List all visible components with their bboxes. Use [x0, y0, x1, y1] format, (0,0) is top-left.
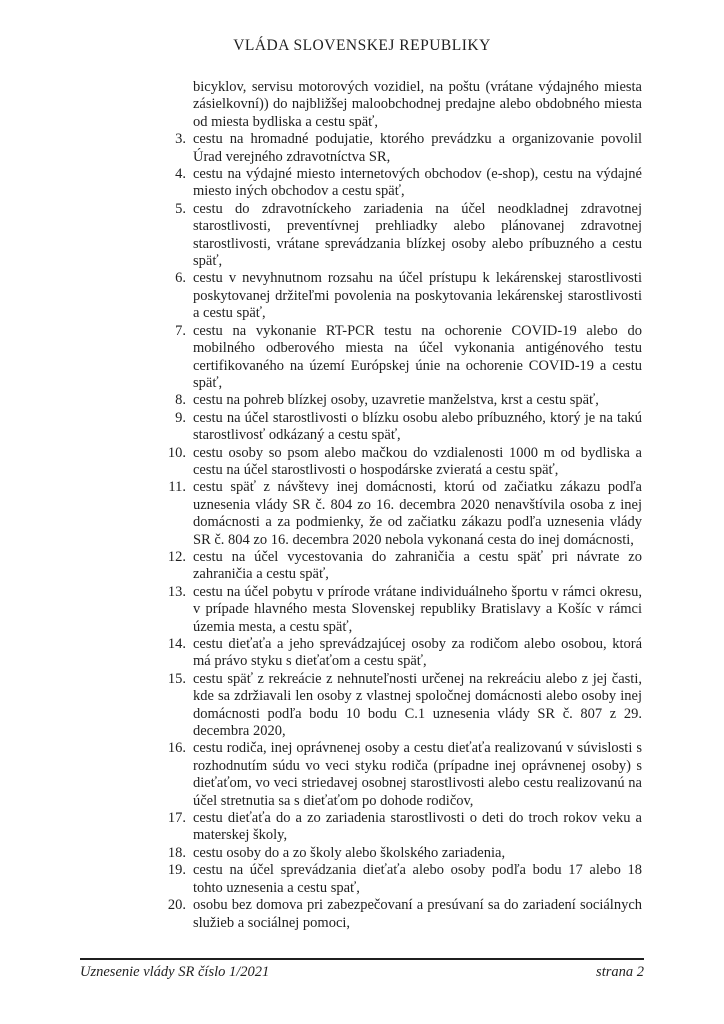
numbered-list [146, 131, 642, 932]
list-item-number: 17. [167, 810, 186, 827]
list-item-text: cestu do zdravotníckeho zariadenia na účel neodkladnej zdravotnej starostlivosti, preventívnej prehliadky alebo plánovanej zdravotnej starostlivosti, vrátane sprevádzania blízkej osoby alebo príbuzného a cestu späť, [193, 200, 642, 270]
list-item-text: cestu v nevyhnutnom rozsahu na účel prístupu k lekárenskej starostlivosti poskytovanej držiteľmi povolenia na poskytovania lekárenskej starostlivosti a cestu späť, [193, 270, 642, 322]
list-item [146, 584, 642, 636]
list-item-text: cestu dieťaťa do a zo zariadenia starostlivosti o deti do troch rokov veku a materskej školy, [193, 810, 642, 844]
list-item-text: cestu na vykonanie RT-PCR testu na ochorenie COVID-19 alebo do mobilného odberového miesta na účel vykonania antigénového testu certifikovaného na území Európskej únie na ochorenie COVID-19 a cestu späť, [193, 322, 642, 391]
list-item-number: 19. [167, 862, 186, 879]
list-item-number: 11. [168, 479, 186, 496]
list-item [146, 845, 642, 862]
document-title: VLÁDA SLOVENSKEJ REPUBLIKY [233, 37, 491, 54]
list-item-text: cestu na účel pobytu v prírode vrátane individuálneho športu v rámci okresu, v prípade hlavného mesta Slovenskej republiky Bratislavy a Košíc v rámci územia mesta, a cestu späť, [193, 583, 642, 635]
list-item [146, 410, 642, 445]
list-item-number: 3. [175, 131, 186, 148]
list-item-number: 18. [167, 844, 186, 861]
list-item-number: 16. [167, 740, 186, 757]
footer-page-number: strana 2 [596, 964, 644, 980]
list-item [146, 270, 642, 322]
list-item-text: cestu na pohreb blízkej osoby, uzavretie manželstva, krst a cestu späť, [193, 392, 599, 409]
list-item [146, 131, 642, 166]
list-item-number: 20. [167, 897, 186, 914]
list-item-text: cestu dieťaťa a jeho sprevádzajúcej osoby za rodičom alebo osobou, ktorá má právo styku s dieťaťom a cestu späť, [193, 636, 642, 670]
list-item [146, 810, 642, 845]
list-item [146, 549, 642, 584]
list-item-text: osobu bez domova pri zabezpečovaní a presúvaní sa do zariadení sociálnych služieb a sociálnej pomoci, [193, 897, 642, 931]
list-item-number: 6. [175, 270, 186, 287]
list-item [146, 166, 642, 201]
list-item-number: 12. [167, 548, 186, 565]
list-item-number: 4. [175, 166, 186, 183]
continuation-paragraph: bicyklov, servisu motorových vozidiel, na poštu (vrátane výdajného miesta zásielkovní)) do najbližšej maloobchodnej predajne alebo obdobného miesta od miesta bydliska a cestu späť, [193, 79, 642, 130]
list-item-text: cestu osoby do a zo školy alebo školského zariadenia, [193, 844, 506, 861]
footer-document-reference: Uznesenie vlády SR číslo 1/2021 [80, 964, 270, 980]
list-item-text: cestu späť z návštevy inej domácnosti, ktorú od začiatku zákazu podľa uznesenia vlády SR č. 804 zo 16. decembra 2020 nenavštívila osoba z inej domácnosti a za podmienky, že od začiatku zákazu podľa uznesenia vlády SR č. 804 zo 16. decembra 2020 nebola vykonaná cesta do inej domácnosti, [193, 479, 642, 548]
list-item-text: cestu späť z rekreácie z nehnuteľnosti určenej na rekreáciu alebo z jej časti, kde sa zdržiavali len osoby z vlastnej spoločnej domácnosti alebo osoby inej domácnosti podľa bodu 10 bodu C.1 uznesenia vlády SR č. 807 z 29. decembra 2020, [193, 670, 642, 740]
list-item [146, 636, 642, 671]
list-item [146, 323, 642, 393]
list-item-text: cestu na hromadné podujatie, ktorého prevádzku a organizovanie povolil Úrad verejného zdravotníctva SR, [193, 131, 642, 165]
list-item [146, 897, 642, 932]
list-item-number: 9. [175, 409, 186, 426]
list-item-number: 14. [167, 636, 186, 652]
list-item-text: cestu na účel starostlivosti o blízku osobu alebo príbuzného, ktorý je na takú starostlivosť odkázaný a cestu späť, [193, 409, 642, 444]
list-item-text: cestu na účel sprevádzania dieťaťa alebo osoby podľa bodu 17 alebo 18 tohto uznesenia a cestu spať, [193, 862, 642, 896]
list-item-text: cestu na výdajné miesto internetových obchodov (e-shop), cestu na výdajné miesto iných obchodov a cestu späť, [193, 166, 642, 200]
list-item [146, 201, 642, 271]
list-item [146, 392, 642, 409]
document-footer [80, 958, 644, 981]
list-item-text: cestu osoby so psom alebo mačkou do vzdialenosti 1000 m od bydliska a cestu na účel starostlivosti o hospodárske zvieratá a cestu späť, [193, 444, 642, 478]
list-item-number: 8. [175, 392, 186, 409]
list-item-text: cestu rodiča, inej oprávnenej osoby a cestu dieťaťa realizovanú v súvislosti s rozhodnutím súdu vo veci styku rodiča (prípadne inej oprávnenej osoby) s dieťaťom, vo veci striedavej osobnej starostlivosti alebo cestu realizovanú na účel stretnutia sa s dieťaťom po dohode rodičov, [193, 740, 642, 809]
list-item-number: 5. [175, 200, 186, 217]
list-item [146, 671, 642, 741]
list-item-number: 7. [175, 322, 186, 339]
list-item-number: 13. [167, 583, 186, 600]
list-item [146, 479, 642, 549]
list-item-text: cestu na účel vycestovania do zahraničia a cestu späť pri návrate zo zahraničia a cestu späť, [193, 548, 642, 583]
list-item [146, 862, 642, 897]
document-body [146, 79, 642, 932]
list-item [146, 445, 642, 480]
list-item [146, 740, 642, 810]
list-item-number: 10. [167, 444, 186, 461]
list-item-number: 15. [167, 670, 186, 687]
